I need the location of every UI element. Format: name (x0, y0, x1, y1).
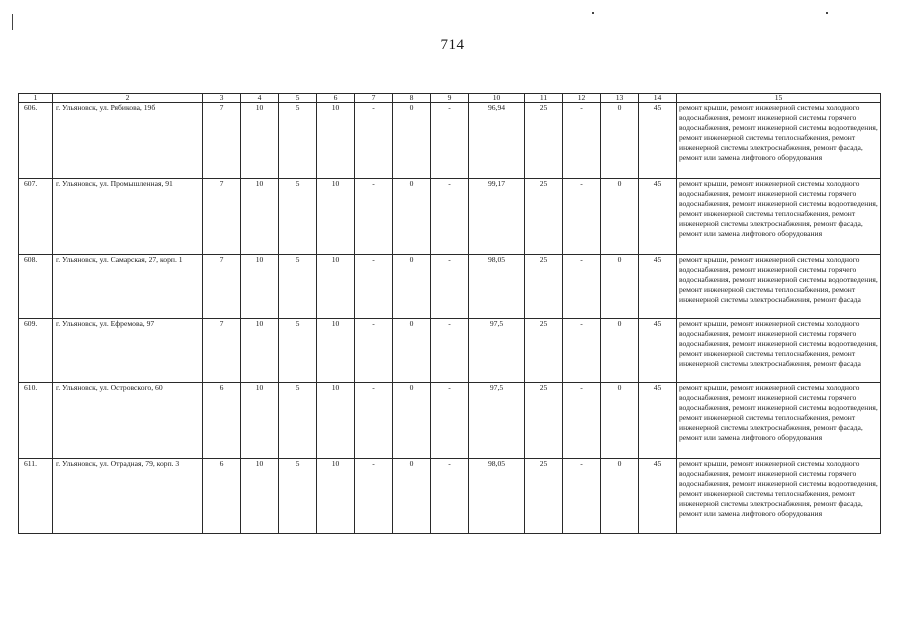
building-address: г. Ульяновск, ул. Самарская, 27, корп. 1 (53, 255, 203, 319)
table-row (19, 255, 881, 319)
cell-col-5: 5 (279, 103, 317, 179)
cell-col-4: 10 (241, 103, 279, 179)
column-header: 11 (525, 94, 563, 103)
cell-col-14: 45 (639, 179, 677, 255)
cell-col-9: - (431, 383, 469, 459)
column-header: 9 (431, 94, 469, 103)
cell-col-12: - (563, 179, 601, 255)
cell-col-14: 45 (639, 459, 677, 534)
cell-col-7: - (355, 179, 393, 255)
cell-col-5: 5 (279, 459, 317, 534)
table-row (19, 459, 881, 534)
cell-col-13: 0 (601, 383, 639, 459)
cell-col-3: 6 (203, 459, 241, 534)
repair-works: ремонт крыши, ремонт инженерной системы холодного водоснабжения, ремонт инженерной системы горячего водоснабжения, ремонт инженерной системы водоотведения, ремонт инженерной системы теплоснабжения, ремонт инженерной системы электроснабжения, ремонт фасада, ремонт или замена лифтового оборудования (677, 179, 881, 255)
cell-col-8: 0 (393, 255, 431, 319)
row-number: 606. (19, 103, 53, 179)
cell-col-6: 10 (317, 255, 355, 319)
cell-col-10: 98,05 (469, 459, 525, 534)
cell-col-11: 25 (525, 383, 563, 459)
cell-col-6: 10 (317, 383, 355, 459)
column-header: 1 (19, 94, 53, 103)
column-header: 12 (563, 94, 601, 103)
building-address: г. Ульяновск, ул. Островского, 60 (53, 383, 203, 459)
cell-col-14: 45 (639, 319, 677, 383)
cell-col-6: 10 (317, 319, 355, 383)
cell-col-4: 10 (241, 459, 279, 534)
building-address: г. Ульяновск, ул. Ефремова, 97 (53, 319, 203, 383)
row-number: 609. (19, 319, 53, 383)
cell-col-9: - (431, 319, 469, 383)
cell-col-3: 7 (203, 319, 241, 383)
cell-col-7: - (355, 459, 393, 534)
row-number: 611. (19, 459, 53, 534)
cell-col-4: 10 (241, 179, 279, 255)
row-number: 607. (19, 179, 53, 255)
cell-col-8: 0 (393, 103, 431, 179)
cell-col-12: - (563, 459, 601, 534)
cell-col-11: 25 (525, 255, 563, 319)
column-header: 15 (677, 94, 881, 103)
column-header: 13 (601, 94, 639, 103)
cell-col-13: 0 (601, 103, 639, 179)
cell-col-5: 5 (279, 179, 317, 255)
cell-col-7: - (355, 255, 393, 319)
table-row (19, 383, 881, 459)
cell-col-8: 0 (393, 383, 431, 459)
table-row (19, 319, 881, 383)
row-number: 608. (19, 255, 53, 319)
cell-col-11: 25 (525, 319, 563, 383)
building-address: г. Ульяновск, ул. Промышленная, 91 (53, 179, 203, 255)
repair-works: ремонт крыши, ремонт инженерной системы холодного водоснабжения, ремонт инженерной системы горячего водоснабжения, ремонт инженерной системы водоотведения, ремонт инженерной системы теплоснабжения, ремонт инженерной системы электроснабжения, ремонт фасада, ремонт или замена лифтового оборудования (677, 103, 881, 179)
cell-col-4: 10 (241, 255, 279, 319)
cell-col-6: 10 (317, 103, 355, 179)
page-number: 714 (440, 37, 465, 53)
cell-col-4: 10 (241, 319, 279, 383)
cell-col-10: 98,05 (469, 255, 525, 319)
column-header: 8 (393, 94, 431, 103)
cell-col-8: 0 (393, 459, 431, 534)
scan-speck (592, 12, 594, 14)
cell-col-9: - (431, 459, 469, 534)
cell-col-3: 7 (203, 103, 241, 179)
cell-col-12: - (563, 383, 601, 459)
cell-col-9: - (431, 103, 469, 179)
table-row (19, 179, 881, 255)
cell-col-3: 7 (203, 255, 241, 319)
cell-col-4: 10 (241, 383, 279, 459)
cell-col-11: 25 (525, 179, 563, 255)
cell-col-13: 0 (601, 179, 639, 255)
cell-col-11: 25 (525, 103, 563, 179)
repair-works: ремонт крыши, ремонт инженерной системы холодного водоснабжения, ремонт инженерной системы горячего водоснабжения, ремонт инженерной системы водоотведения, ремонт инженерной системы теплоснабжения, ремонт инженерной системы электроснабжения, ремонт фасада, ремонт или замена лифтового оборудования (677, 383, 881, 459)
cell-col-14: 45 (639, 255, 677, 319)
column-header: 4 (241, 94, 279, 103)
cell-col-13: 0 (601, 459, 639, 534)
scan-edge-mark (12, 14, 13, 30)
cell-col-13: 0 (601, 319, 639, 383)
cell-col-13: 0 (601, 255, 639, 319)
cell-col-3: 6 (203, 383, 241, 459)
cell-col-9: - (431, 179, 469, 255)
cell-col-6: 10 (317, 459, 355, 534)
repair-works: ремонт крыши, ремонт инженерной системы холодного водоснабжения, ремонт инженерной системы горячего водоснабжения, ремонт инженерной системы водоотведения, ремонт инженерной системы теплоснабжения, ремонт инженерной системы электроснабжения, ремонт фасада (677, 319, 881, 383)
building-address: г. Ульяновск, ул. Рябикова, 19б (53, 103, 203, 179)
cell-col-5: 5 (279, 383, 317, 459)
cell-col-14: 45 (639, 383, 677, 459)
row-number: 610. (19, 383, 53, 459)
cell-col-14: 45 (639, 103, 677, 179)
cell-col-5: 5 (279, 255, 317, 319)
cell-col-10: 99,17 (469, 179, 525, 255)
cell-col-5: 5 (279, 319, 317, 383)
cell-col-7: - (355, 319, 393, 383)
cell-col-7: - (355, 103, 393, 179)
cell-col-12: - (563, 103, 601, 179)
cell-col-7: - (355, 383, 393, 459)
column-header: 2 (53, 94, 203, 103)
cell-col-11: 25 (525, 459, 563, 534)
column-header: 3 (203, 94, 241, 103)
cell-col-6: 10 (317, 179, 355, 255)
housing-repair-table (18, 93, 881, 534)
column-header: 6 (317, 94, 355, 103)
column-header: 14 (639, 94, 677, 103)
cell-col-8: 0 (393, 319, 431, 383)
cell-col-12: - (563, 255, 601, 319)
column-header: 7 (355, 94, 393, 103)
scan-speck (826, 12, 828, 14)
table-row (19, 103, 881, 179)
cell-col-10: 97,5 (469, 383, 525, 459)
cell-col-9: - (431, 255, 469, 319)
repair-works: ремонт крыши, ремонт инженерной системы холодного водоснабжения, ремонт инженерной системы горячего водоснабжения, ремонт инженерной системы водоотведения, ремонт инженерной системы теплоснабжения, ремонт инженерной системы электроснабжения, ремонт фасада, ремонт или замена лифтового оборудования (677, 459, 881, 534)
building-address: г. Ульяновск, ул. Отрадная, 79, корп. 3 (53, 459, 203, 534)
cell-col-10: 96,94 (469, 103, 525, 179)
cell-col-3: 7 (203, 179, 241, 255)
repair-works: ремонт крыши, ремонт инженерной системы холодного водоснабжения, ремонт инженерной системы горячего водоснабжения, ремонт инженерной системы водоотведения, ремонт инженерной системы теплоснабжения, ремонт инженерной системы электроснабжения, ремонт фасада (677, 255, 881, 319)
cell-col-10: 97,5 (469, 319, 525, 383)
column-header: 5 (279, 94, 317, 103)
cell-col-8: 0 (393, 179, 431, 255)
column-header: 10 (469, 94, 525, 103)
cell-col-12: - (563, 319, 601, 383)
column-number-row (19, 94, 881, 103)
